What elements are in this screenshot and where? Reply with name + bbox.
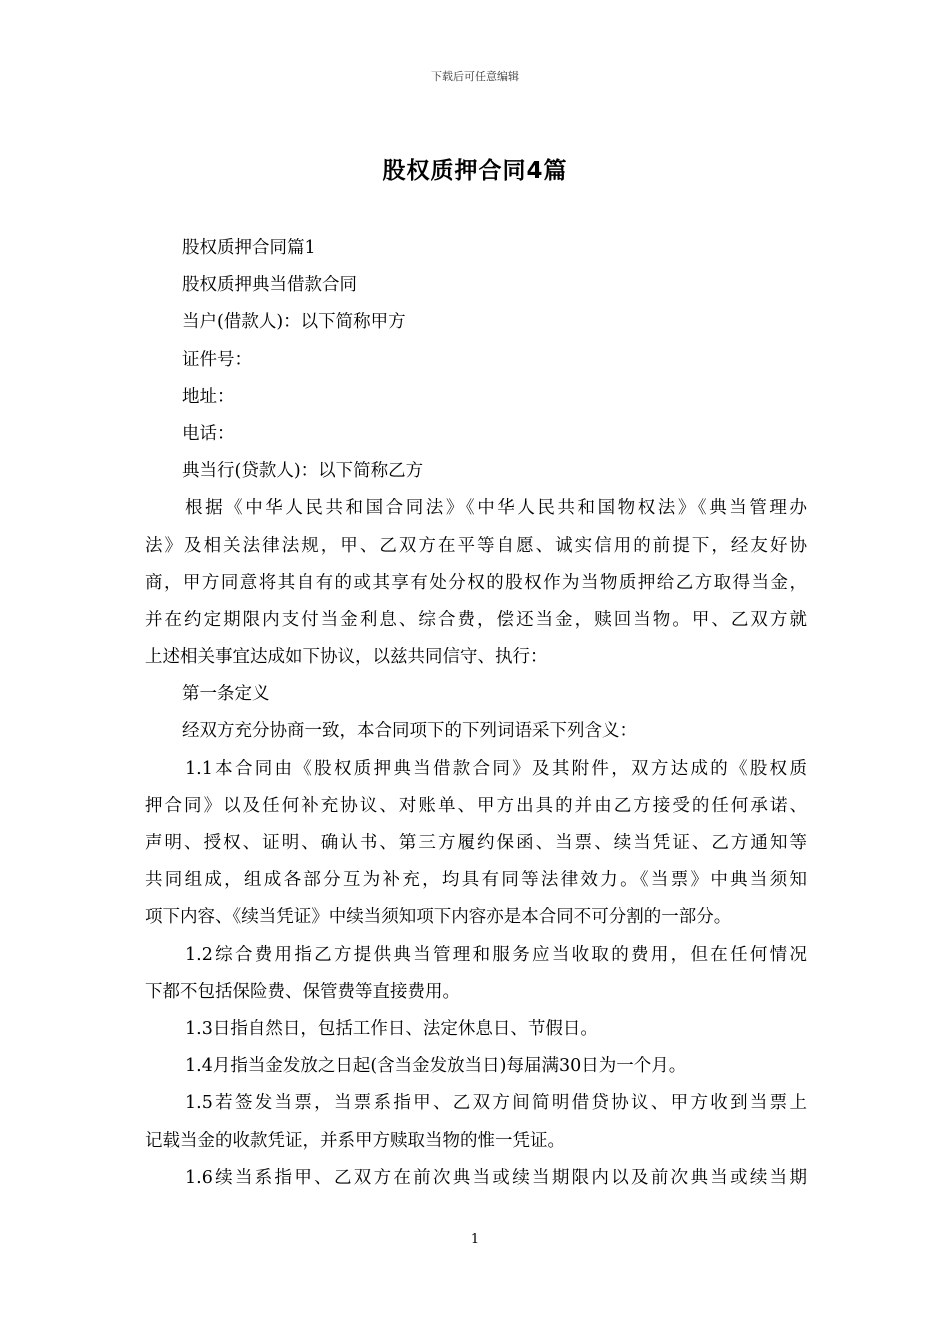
paragraph-line: 法》及相关法律法规，甲、乙双方在平等自愿、诚实信用的前提下，经友好协: [145, 535, 807, 556]
paragraph-line: 1.2综合费用指乙方提供典当管理和服务应当收取的费用，但在任何情况: [185, 944, 807, 965]
paragraph-line: 股权质押合同篇1: [182, 238, 316, 258]
section-heading: 第一条定义: [182, 684, 270, 705]
paragraph-line: 股权质押典当借款合同: [182, 275, 357, 296]
paragraph-line: 1.4月指当金发放之日起(含当金发放当日)每届满30日为一个月。: [185, 1056, 687, 1077]
paragraph-line: 共同组成，组成各部分互为补充，均具有同等法律效力。《当票》中典当须知: [145, 870, 807, 891]
paragraph-line: 项下内容、《续当凭证》中续当须知项下内容亦是本合同不可分割的一部分。: [145, 907, 732, 928]
document-title: 股权质押合同4篇: [382, 158, 568, 184]
header-note: 下载后可任意编辑: [431, 70, 519, 83]
paragraph-line: 证件号：: [182, 349, 252, 370]
paragraph-line: 典当行(贷款人)：以下简称乙方: [182, 461, 424, 482]
paragraph-line: 地址：: [182, 386, 235, 407]
paragraph-line: 电话：: [182, 423, 235, 444]
paragraph-line: 1.5若签发当票，当票系指甲、乙双方间简明借贷协议、甲方收到当票上: [185, 1093, 807, 1114]
paragraph-line: 下都不包括保险费、保管费等直接费用。: [145, 981, 460, 1002]
paragraph-line: 商，甲方同意将其自有的或其享有处分权的股权作为当物质押给乙方取得当金，: [145, 572, 807, 593]
paragraph-line: 声明、授权、证明、确认书、第三方履约保函、当票、续当凭证、乙方通知等: [145, 833, 807, 853]
paragraph-line: 记载当金的收款凭证，并系甲方赎取当物的惟一凭证。: [145, 1130, 565, 1151]
paragraph-line: 1.3日指自然日，包括工作日、法定休息日、节假日。: [185, 1018, 598, 1039]
paragraph-line: 并在约定期限内支付当金利息、综合费，偿还当金，赎回当物。甲、乙双方就: [145, 609, 807, 630]
paragraph-line: 1.6续当系指甲、乙双方在前次典当或续当期限内以及前次典当或续当期: [185, 1167, 807, 1188]
paragraph-line: 押合同》以及任何补充协议、对账单、甲方出具的并由乙方接受的任何承诺、: [145, 795, 807, 816]
page-number: 1: [470, 1232, 480, 1247]
paragraph-line: 根据《中华人民共和国合同法》《中华人民共和国物权法》《典当管理办: [185, 498, 807, 519]
paragraph-line: 当户(借款人)：以下简称甲方: [182, 312, 406, 333]
document-body: [145, 230, 807, 1197]
paragraph-line: 上述相关事宜达成如下协议，以兹共同信守、执行：: [145, 647, 548, 668]
paragraph-line: 1.1本合同由《股权质押典当借款合同》及其附件，双方达成的《股权质: [185, 758, 807, 779]
paragraph-line: 经双方充分协商一致，本合同项下的下列词语采下列含义：: [182, 721, 637, 742]
